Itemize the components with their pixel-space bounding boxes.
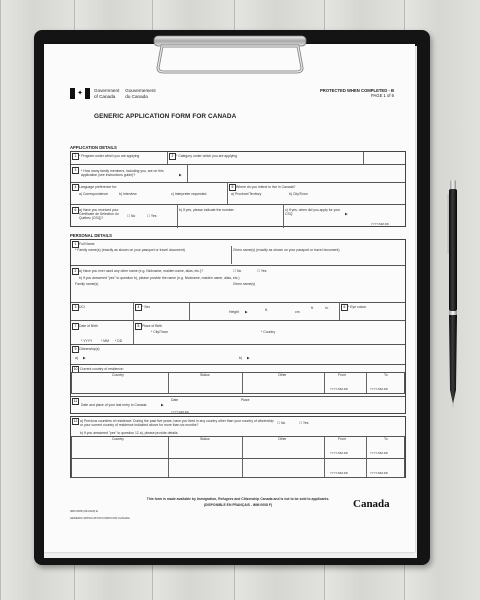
p11-place-label: Place	[241, 398, 250, 402]
q2-label: * Category under which you are applying	[176, 154, 238, 158]
form-code-title: GENERIC APPLICATION FORM FOR CANADA	[70, 516, 130, 520]
p6-label: * Eye colour	[348, 305, 367, 309]
q5b-label: b) City/Town	[289, 192, 308, 196]
q6-no-checkbox[interactable]: ☐ No	[127, 214, 136, 218]
col-to: To	[384, 373, 388, 377]
government-signature	[70, 88, 156, 99]
p8-country-label: * Country	[261, 330, 276, 334]
col-status: Status	[200, 373, 210, 377]
q3-arrow: ▶	[179, 173, 182, 177]
p12a-label: a) Previous countries of residence: During the past five years, have you lived in any country other than your country of citizenship or your current country of residence indicated above for more than six months?	[80, 419, 274, 427]
col-other: Other	[278, 373, 287, 377]
q4b-label: b) Interview	[119, 192, 137, 196]
p2-no-checkbox[interactable]: ☐ No	[233, 269, 242, 273]
p2a-label: a) Have you ever used any other name (e.g. Nickname, maiden name, alias, etc.)?	[79, 269, 204, 273]
footer-french: (DISPONIBLE EN FRANÇAIS - IMM 0008 F)	[203, 503, 273, 507]
prev-to-date-format-1: YYYY-MM-DD	[370, 451, 388, 455]
gov-en-line1: Government	[94, 88, 120, 94]
prev-from-date-format-2: YYYY-MM-DD	[330, 471, 348, 475]
p10-label: Current country of residence:	[80, 367, 124, 371]
col-status-2: Status	[200, 437, 210, 441]
prev-to-date-format-2: YYYY-MM-DD	[370, 471, 388, 475]
q6c-label: c) If yes, when did you apply for your CSQ	[285, 208, 341, 216]
footer-notice: This form is made available by Immigration, Refugees and Citizenship Canada and is not to be sold to applicants.	[146, 497, 330, 501]
form-code: IMM 0008 (09-2020) E	[70, 509, 98, 513]
q6c-date-format: YYYY-MM-DD	[371, 222, 389, 226]
q1-label: * Program under which you are applying	[79, 154, 140, 158]
p5-in-unit: in.	[325, 306, 329, 310]
q6-no-label: No	[130, 214, 136, 218]
q6-yes-label: Yes	[150, 214, 157, 218]
gov-fr-line2: du Canada	[125, 93, 148, 99]
q6-yes-checkbox[interactable]: ☐ Yes	[147, 214, 157, 218]
protected-label	[320, 88, 394, 98]
p2-given-label: Given name(s)	[233, 282, 256, 286]
p8-label: Place of Birth	[142, 324, 163, 328]
application-details-table: 1 * Program under which you are applying 2 * Category under which you are applying 3 * How many family members, including you, are on this application (see instructions guide)? ▶ 4 Language preference for: a) Correspondence b) Interview c) Interpreter requested 5 Where do you intend to live in Canada? a) Province/Territory b) City/Town 6 a) Have you received your Certificate de Sélection du Québec (CSQ)? ☐ No ☐ Yes b) If yes, please indicate the number: c) If yes, when did you apply for your CSQ ▶ YYYY-MM-DD	[70, 151, 406, 227]
canada-wordmark: Canada	[353, 498, 390, 510]
p4-label: * Sex	[142, 305, 151, 309]
p7-day-label: * DD	[115, 339, 123, 343]
p1-given-label: Given name(s) (exactly as shown on your passport or travel document)	[233, 248, 340, 252]
page-number: PAGE 1 of 6	[371, 93, 394, 98]
q6c-arrow: ▶	[345, 212, 348, 216]
col-country-2: Country	[112, 437, 124, 441]
p5-cm-label: cm	[295, 310, 300, 314]
previous-residence-table: 12 a) Previous countries of residence: During the past five years, have you lived in any country other than your country of citizenship or your current country of residence indicated above for more than six months? ☐ No ☐ Yes b) If you answered "yes" to question 12 a), please provide details. Country Status Other From To YYYY-MM-DD YYYY-MM-DD YYYY-MM-DD YYYY-MM-DD	[70, 416, 406, 478]
col-from: From	[338, 373, 346, 377]
p2-family-label: Family name(s)	[75, 282, 99, 286]
p7-year-label: * YYYY	[81, 339, 93, 343]
p5-label: Height	[229, 310, 239, 314]
q3-label: * How many family members, including you, are on this application (see instructions guide)?	[81, 169, 164, 177]
p11-date-format: YYYY-MM-DD	[171, 410, 189, 414]
col-other-2: Other	[278, 437, 287, 441]
q5-label: Where do you intend to live in Canada?	[236, 185, 296, 189]
prev-from-date-format-1: YYYY-MM-DD	[330, 451, 348, 455]
p1-label: Full Name	[79, 242, 95, 246]
p12b-label: b) If you answered "yes" to question 12 a), please provide details.	[80, 431, 179, 435]
protected-text: PROTECTED WHEN COMPLETED - B	[320, 88, 394, 93]
gov-en-line2: of Canada	[94, 93, 116, 99]
p3-label: UCI	[79, 305, 85, 309]
to-date-format: YYYY-MM-DD	[370, 387, 388, 391]
p7-month-label: * MM	[101, 339, 109, 343]
p2b-label: b) If you answered "yes" to question b), please provide the name (e.g. Nickname, maiden name, alias, etc.)	[79, 276, 240, 280]
clipboard-clip	[152, 34, 308, 74]
p7-label: Date of Birth	[79, 324, 98, 328]
p2-yes-checkbox[interactable]: ☐ Yes	[257, 269, 267, 273]
previous-residence-grid	[71, 436, 405, 478]
p12-yes-checkbox[interactable]: ☐ Yes	[299, 421, 309, 425]
p8-city-label: * City/Town	[151, 330, 168, 334]
section-application-heading: APPLICATION DETAILS	[70, 145, 117, 150]
p12-no-checkbox[interactable]: ☐ No	[277, 421, 286, 425]
col-to-2: To	[384, 437, 388, 441]
p5-ft-unit: ft.	[311, 306, 314, 310]
p9a-label: a)	[75, 356, 79, 360]
p11-date-label: Date	[171, 398, 179, 402]
col-from-2: From	[338, 437, 346, 441]
residence-table	[71, 372, 405, 394]
q4c-label: c) Interpreter requested	[171, 192, 207, 196]
q6a-label: a) Have you received your Certificate de Sélection du Québec (CSQ)?	[79, 208, 119, 220]
p11-label: Date and place of your last entry to Canada	[81, 403, 147, 407]
p9-label: Citizenship(s)	[79, 347, 100, 351]
q4-label: Language preference for:	[79, 185, 118, 189]
personal-details-table: 1 Full Name * Family name(s) (exactly as shown on your passport or travel document) Given name(s) (exactly as shown on your passport or travel document) 2 a) Have you ever used any other name (e.g. Nickname, maiden name, alias, etc.)? ☐ No ☐ Yes b) If you answered "yes" to question b), please provide the name (e.g. Nickname, maiden name, alias, etc.) Family name(s) Given name(s) 3 UCI 4 * Sex Height ▶ ft. cm ft. in. 6 * Eye colour 7 Date of Birth * YYYY * MM * DD 8 Place of Birth * City/Town * Country 9 Citizenship(s) a) ▶ b) ▶ 10 Current country of residence: Country Status Other From To YYYY-MM-DD YYYY-MM-DD 11 Date and place of your last entry to Canada ▶ Date Place YYYY-MM-DD	[70, 239, 406, 414]
section-personal-heading: PERSONAL DETAILS	[70, 233, 112, 238]
q5a-label: a) Province/Territory	[231, 192, 262, 196]
q4a-label: a) Correspondence	[79, 192, 109, 196]
p5-ft-label: ft.	[265, 308, 268, 312]
q6b-label: b) If yes, please indicate the number:	[179, 208, 235, 212]
from-date-format: YYYY-MM-DD	[330, 387, 348, 391]
gov-fr-line1: Gouvernement	[125, 88, 156, 94]
col-country: Country	[112, 373, 124, 377]
form-title: GENERIC APPLICATION FORM FOR CANADA	[94, 113, 237, 120]
canada-flag-icon: ✦	[70, 88, 90, 99]
pen	[446, 180, 460, 416]
p1-family-label: * Family name(s) (exactly as shown on your passport or travel document)	[75, 248, 185, 252]
p9b-label: b)	[239, 356, 243, 360]
